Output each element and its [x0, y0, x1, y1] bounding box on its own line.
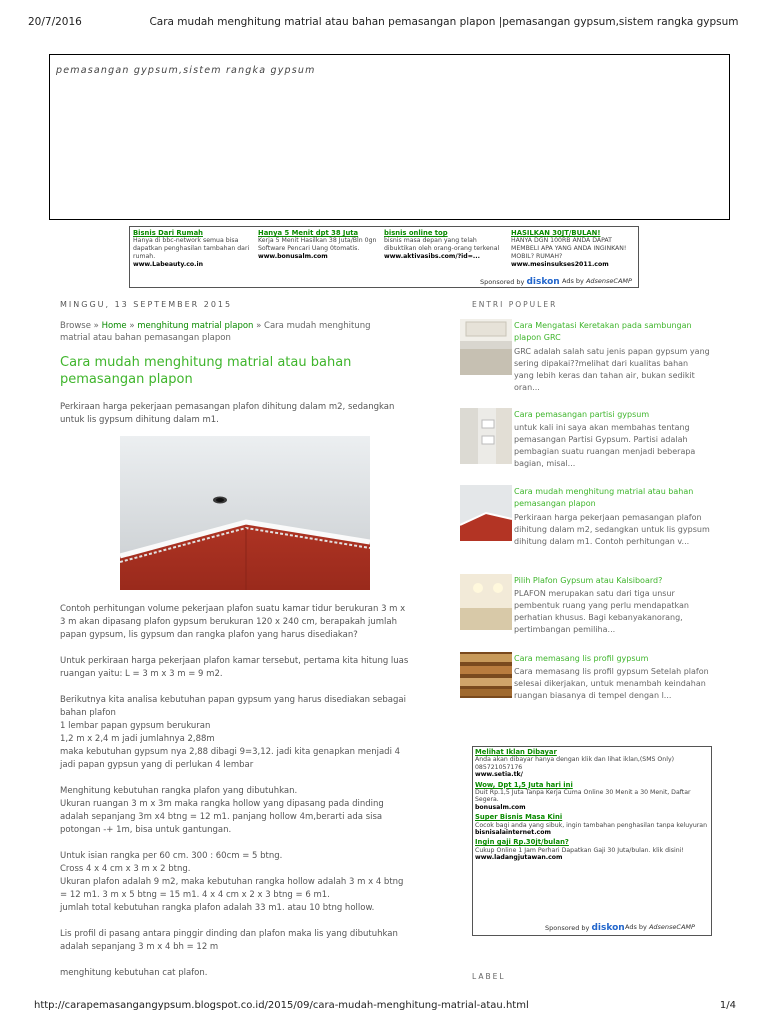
popular-post-snippet: Cara memasang lis profil gypsum Setelah plafon selesai dikerjakan, untuk menambah keindahan ruangan biasanya di tempel dengan l...	[514, 667, 709, 700]
ad-title[interactable]: Hanya 5 Menit dpt 38 Juta	[258, 229, 359, 237]
ad-url[interactable]: bisnisalainternet.com	[475, 829, 551, 837]
ad-url[interactable]: www.setia.tk/	[475, 771, 523, 779]
adsby-logo: AdsenseCAMP	[585, 277, 632, 285]
ad-title[interactable]: bisnis online top	[384, 229, 448, 237]
ad-title[interactable]: Ingin gaji Rp.30jt/bulan?	[475, 838, 569, 847]
popular-post-title[interactable]: Cara memasang lis profil gypsum	[514, 654, 649, 663]
print-date: 20/7/2016	[28, 16, 82, 28]
ad-url[interactable]: www.Labeauty.co.in	[133, 261, 203, 268]
ad-item[interactable]	[475, 749, 707, 779]
ad-title[interactable]: Melihat Iklan Dibayar	[475, 748, 557, 756]
paragraph: Berikutnya kita analisa kebutuhan papan gypsum yang harus disediakan sebagai bahan plafon 1 lembar papan gypsum berukuran 1,2 m x 2,4 m jadi jumlahnya 2,88m maka kebutuhan gypsum nya 2,88 dibagi 9=3,12. jadi kita genapkan menjadi 4 jadi papan gypsun yang di perlukan 4 lembar	[60, 695, 406, 770]
paragraph: Menghitung kebutuhan rangka plafon yang dibutuhkan. Ukuran ruangan 3 m x 3m maka rangka hollow yang dipasang pada dinding adalah sepanjang 3m x4 btng = 12 m1. panjang hollow 4m,berarti ada sisa potongan -+ 1m, bisa untuk gantungan.	[60, 786, 384, 835]
popular-post-snippet: untuk kali ini saya akan membahas tentang pemasangan Partisi Gypsum. Partisi adalah pembagian suatu ruangan menjadi beberapa bagian, misal...	[514, 423, 696, 468]
ad-text: Anda akan dibayar hanya dengan klik dan lihat iklan,(SMS Only) 085721057176	[475, 756, 675, 771]
ad-item[interactable]	[133, 229, 255, 269]
paragraph: Untuk perkiraan harga pekerjaan plafon kamar tersebut, pertama kita hitung luas ruangan yaitu: L = 3 m x 3 m = 9 m2.	[60, 656, 409, 679]
ad-text: Cukup Online 1 Jam Perhari Dapatkan Gaji 30 Juta/bulan. klik disini!	[475, 846, 684, 854]
print-title: Cara mudah menghitung matrial atau bahan pemasangan plapon |pemasangan gypsum,sistem rangka gypsum	[149, 16, 739, 28]
popular-post[interactable]	[460, 408, 710, 478]
ad-url[interactable]: www.mesinsukses2011.com	[511, 261, 609, 268]
popular-posts-header: ENTRI POPULER	[472, 300, 558, 309]
ad-item[interactable]	[475, 814, 707, 836]
sidebar-ad	[472, 746, 712, 936]
ad-item[interactable]	[258, 229, 380, 261]
ad-sponsor[interactable]: Sponsored by diskon	[480, 277, 560, 287]
post-title[interactable]: Cara mudah menghitung matrial atau bahan pemasangan plapon	[60, 355, 352, 387]
label-header: LABEL	[472, 972, 506, 981]
ad-title[interactable]: HASILKAN 30JT/BULAN!	[511, 229, 601, 237]
popular-post-title[interactable]: Cara pemasangan partisi gypsum	[514, 410, 650, 419]
sponsor-logo: diskon	[591, 923, 625, 933]
blog-header	[49, 54, 730, 220]
ad-text: Hanya di bbc-network semua bisa dapatkan penghasilan tambahan dari rumah.	[133, 237, 250, 260]
popular-post-title[interactable]: Cara mudah menghitung matrial atau bahan pemasangan plapon	[514, 487, 694, 508]
ad-item[interactable]	[384, 229, 506, 261]
popular-post-snippet: Perkiraan harga pekerjaan pemasangan plafon dihitung dalam m2, sedangkan untuk lis gypsum dihitung dalam m1. Contoh perhitungan v...	[514, 513, 710, 546]
post-date-header: MINGGU, 13 SEPTEMBER 2015	[60, 300, 233, 309]
popular-post[interactable]	[460, 652, 710, 722]
ad-item[interactable]	[511, 229, 633, 269]
paragraph: menghitung kebutuhan cat plafon.	[60, 968, 208, 978]
paragraph: Contoh perhitungan volume pekerjaan plafon suatu kamar tidur berukuran 3 m x 3 m akan dipasang plafon gypsum berukuran 120 x 240 cm, berapakah jumlah papan gypsum, lis gypsum dan rangka plafon yang harus disediakan?	[60, 604, 406, 640]
paragraph: Lis profil di pasang antara pinggir dinding dan plafon maka lis yang dibutuhkan adalah sepanjang 3 m x 4 bh = 12 m	[60, 929, 398, 952]
popular-post[interactable]	[460, 319, 710, 392]
ceiling-illustration	[120, 436, 370, 590]
popular-post[interactable]	[460, 574, 710, 644]
adsby-logo: AdsenseCAMP	[648, 923, 695, 931]
ad-item[interactable]	[475, 782, 707, 812]
breadcrumb-category-link[interactable]: menghitung matrial plapon	[137, 321, 254, 331]
ad-text: Duit Rp.1,5 Juta Tanpa Kerja Cuma Online 30 Menit a 30 Menit, Daftar Segera.	[475, 789, 691, 804]
paragraph: Untuk isian rangka per 60 cm. 300 : 60cm = 5 btng. Cross 4 x 4 cm x 3 m x 2 btng. Ukuran plafon adalah 9 m2, maka kebutuhan rangka hollow adalah 3 m x 4 btng = 12 m1. 3 m x 5 btng = 15 m1. 4 x 4 cm x 2 x 3 btng = 6 m1. jumlah total kebutuhan rangka plafon adalah 33 m1. atau 10 btng hollow.	[60, 851, 404, 913]
post-body	[60, 603, 410, 980]
breadcrumb-current: » Cara mudah menghitung matrial atau bahan pemasangan plapon	[60, 321, 371, 343]
popular-post-snippet: GRC adalah salah satu jenis papan gypsum yang sering dipakai??melihat dari kualitas bahan yang lebih keras dan tahan air, bukan sedikit oran...	[514, 347, 710, 392]
ad-sponsor[interactable]: Sponsored by diskon	[545, 923, 625, 933]
ad-text: HANYA DGN 100RB ANDA DAPAT MEMBELI APA YANG ANDA INGINKAN! MOBIL? RUMAH?	[511, 237, 627, 260]
ad-url[interactable]: www.ladangjutawan.com	[475, 854, 563, 862]
print-footer	[34, 1000, 736, 1014]
ad-text: Kerja 5 Menit Hasilkan 38 Juta/Bln 0gn Software Pencari Uang 0tomatis.	[258, 237, 377, 252]
breadcrumb: Browse » Home » menghitung matrial plapon » Cara mudah menghitung matrial atau bahan pemasangan plapon	[60, 321, 371, 343]
ad-url[interactable]: bonusalm.com	[475, 803, 526, 811]
blog-name-link[interactable]: pemasangan gypsum,sistem rangka gypsum	[56, 65, 316, 76]
ad-text: Cocok bagi anda yang sibuk, ingin tambahan penghasilan tanpa keluyuran	[475, 821, 708, 829]
ad-adsby[interactable]: Ads by AdsenseCAMP	[562, 277, 632, 285]
popular-post-title[interactable]: Pilih Plafon Gypsum atau Kalsiboard?	[514, 576, 663, 585]
ad-item[interactable]	[475, 839, 707, 861]
ceiling-photo	[120, 436, 370, 590]
ad-title[interactable]: Bisnis Dari Rumah	[133, 229, 203, 237]
sponsor-logo: diskon	[526, 277, 560, 287]
print-url: http://carapemasangangypsum.blogspot.co.id/2015/09/cara-mudah-menghitung-matrial-atau.html	[34, 1000, 529, 1011]
breadcrumb-home-link[interactable]: Home	[101, 321, 127, 331]
popular-post[interactable]	[460, 485, 710, 555]
print-header	[28, 16, 740, 30]
print-page-number: 1/4	[719, 1000, 736, 1011]
ad-url[interactable]: www.aktivasibs.com/?id=...	[384, 253, 480, 260]
ad-title[interactable]: Wow, Dpt 1,5 Juta hari ini	[475, 780, 573, 789]
popular-post-snippet: PLAFON merupakan satu dari tiga unsur pembentuk ruang yang perlu mendapatkan perhatian khusus. Bagi kebanyakanorang, pertimbangan pemiliha...	[514, 589, 689, 634]
ad-url[interactable]: www.bonusalm.com	[258, 253, 328, 260]
top-ad-banner	[129, 226, 639, 288]
ad-adsby[interactable]: Ads by AdsenseCAMP	[625, 923, 695, 931]
ad-text: bisnis masa depan yang telah dibuktikan oleh orang-orang terkenal	[384, 237, 500, 252]
post-intro: Perkiraan harga pekerjaan pemasangan plafon dihitung dalam m2, sedangkan untuk lis gypsum dihitung dalam m1.	[60, 402, 395, 425]
popular-post-title[interactable]: Cara Mengatasi Keretakan pada sambungan plapon GRC	[514, 321, 692, 342]
ad-title[interactable]: Super Bisnis Masa Kini	[475, 813, 563, 822]
